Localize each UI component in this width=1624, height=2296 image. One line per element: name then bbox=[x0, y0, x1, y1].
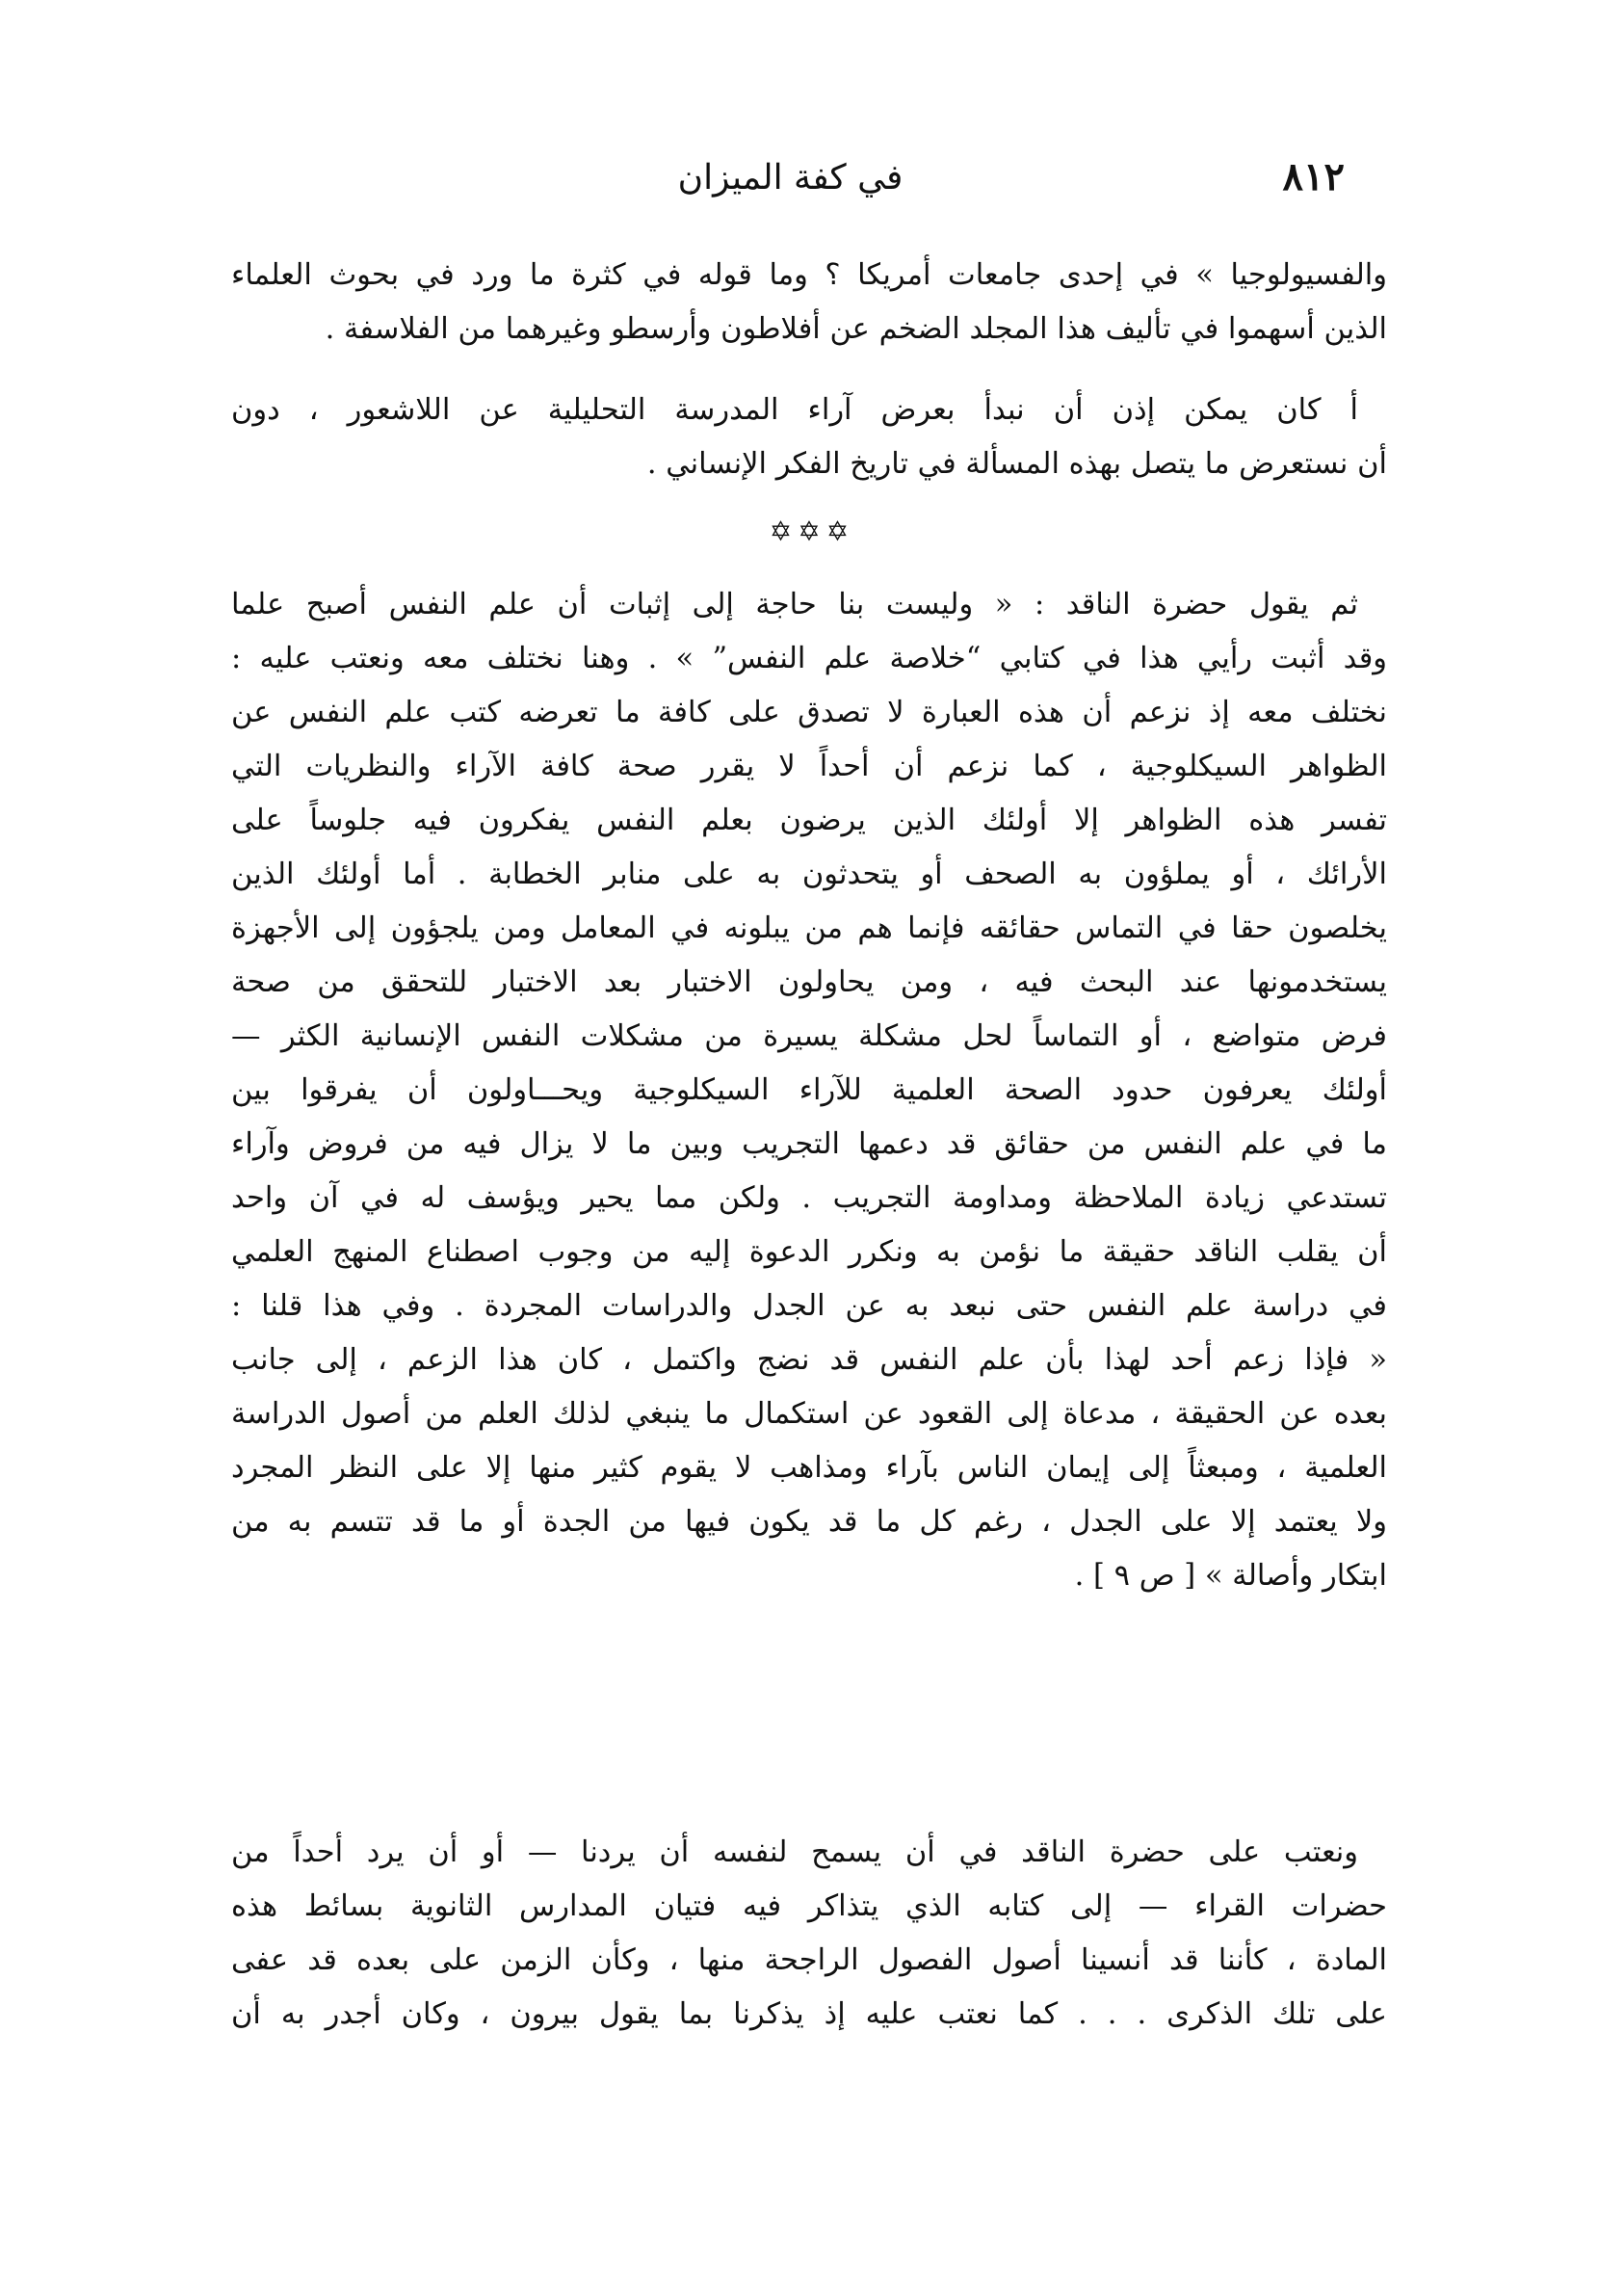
paragraph-1 bbox=[231, 249, 1387, 356]
text-line: ثم يقول حضرة الناقد : « وليست بنا حاجة إلى إثبات أن علم النفس أصبح علما bbox=[231, 588, 1358, 621]
page-number: ٨١٢ bbox=[1282, 154, 1345, 199]
text-line: أن نستعرض ما يتصل بهذه المسألة في تاريخ الفكر الإنساني . bbox=[646, 447, 1387, 481]
text-line: حضرات القراء — إلى كتابه الذي يتذاكر فيه فتيان المدارس الثانوية بسائط هذه bbox=[231, 1889, 1387, 1923]
paragraph-3 bbox=[231, 578, 1387, 1603]
text-line: تفسر هذه الظواهر إلا أولئك الذين يرضون بعلم النفس يفكرون فيه جلوساً على bbox=[231, 804, 1387, 837]
text-line: بعده عن الحقيقة ، مدعاة إلى القعود عن استكمال ما ينبغي لذلك العلم من أصول الدراسة bbox=[231, 1397, 1387, 1431]
text-line: والفسيولوجيا » في إحدى جامعات أمريكا ؟ وما قوله في كثرة ما ورد في بحوث العلماء bbox=[231, 258, 1387, 292]
text-line: العلمية ، ومبعثاً إلى إيمان الناس بآراء ومذاهب لا يقوم كثير منها إلا على النظر المجرد bbox=[231, 1451, 1387, 1485]
text-line: الأرائك ، أو يملؤون به الصحف أو يتحدثون به على منابر الخطابة . أما أولئك الذين bbox=[231, 858, 1387, 891]
page-header bbox=[236, 154, 1345, 212]
text-line: الظواهر السيكلوجية ، كما نزعم أن أحداً لا يقرر صحة كافة الآراء والنظريات التي bbox=[231, 750, 1387, 783]
text-line: تستدعي زيادة الملاحظة ومداومة التجريب . ولكن مما يحير ويؤسف له في آن واحد bbox=[231, 1181, 1387, 1215]
section-separator-stars: ✡✡✡ bbox=[769, 515, 855, 547]
text-line: « فإذا زعم أحد لهذا بأن علم النفس قد نضج واكتمل ، كان هذا الزعم ، إلى جانب bbox=[231, 1343, 1387, 1377]
text-line: فرض متواضع ، أو التماساً لحل مشكلة يسيرة من مشكلات النفس الإنسانية الكثر — bbox=[231, 1019, 1387, 1053]
text-line: ابتكار وأصالة » [ ص ٩ ] . bbox=[1074, 1559, 1387, 1593]
text-line: المادة ، كأننا قد أنسينا أصول الفصول الراجحة منها ، وكأن الزمن على بعده قد عفى bbox=[231, 1943, 1387, 1977]
text-line: على تلك الذكرى . . . كما نعتب عليه إذ يذكرنا بما يقول بيرون ، وكان أجدر به أن bbox=[231, 1997, 1387, 2031]
text-line: ونعتب على حضرة الناقد في أن يسمح لنفسه أن يردنا — أو أن يرد أحداً من bbox=[231, 1835, 1358, 1869]
text-line: أ كان يمكن إذن أن نبدأ بعرض آراء المدرسة التحليلية عن اللاشعور ، دون bbox=[231, 393, 1358, 427]
text-line: نختلف معه إذ نزعم أن هذه العبارة لا تصدق على كافة ما تعرضه كتب علم النفس عن bbox=[231, 696, 1387, 729]
paragraph-4 bbox=[231, 1826, 1387, 2042]
running-title: في كفة الميزان bbox=[677, 158, 904, 198]
text-line: وقد أثبت رأيي هذا في كتابي “خلاصة علم النفس” » . وهنا نختلف معه ونعتب عليه : bbox=[231, 642, 1387, 675]
text-line: يستخدمونها عند البحث فيه ، ومن يحاولون الاختبار بعد الاختبار للتحقق من صحة bbox=[231, 965, 1387, 999]
text-line: الذين أسهموا في تأليف هذا المجلد الضخم عن أفلاطون وأرسطو وغيرهما من الفلاسفة . bbox=[325, 312, 1387, 346]
paragraph-2 bbox=[231, 383, 1387, 491]
text-line: ولا يعتمد إلا على الجدل ، رغم كل ما قد يكون فيها من الجدة أو ما قد تتسم به من bbox=[231, 1505, 1387, 1539]
text-line: أن يقلب الناقد حقيقة ما نؤمن به ونكرر الدعوة إليه من وجوب اصطناع المنهج العلمي bbox=[231, 1235, 1387, 1269]
text-line: يخلصون حقا في التماس حقائقه فإنما هم من يبلونه في المعامل ومن يلجؤون إلى الأجهزة bbox=[231, 911, 1387, 945]
text-line: في دراسة علم النفس حتى نبعد به عن الجدل والدراسات المجردة . وفي هذا قلنا : bbox=[231, 1289, 1387, 1323]
text-line: أولئك يعرفون حدود الصحة العلمية للآراء السيكلوجية ويحـــاولون أن يفرقوا بين bbox=[231, 1073, 1387, 1107]
text-line: ما في علم النفس من حقائق قد دعمها التجريب وبين ما لا يزال فيه من فروض وآراء bbox=[231, 1127, 1387, 1161]
